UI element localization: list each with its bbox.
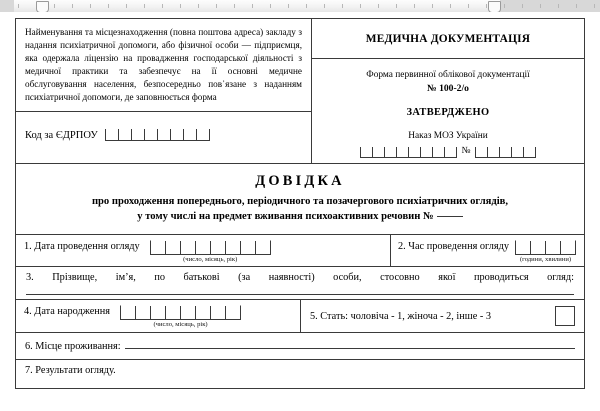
order-label: Наказ МОЗ України [408, 131, 488, 141]
field-results [16, 360, 584, 388]
certificate-number-symbol: № [423, 211, 434, 222]
form-row-date-time [16, 234, 584, 266]
comb-cell[interactable] [545, 241, 560, 254]
order-date-input-comb[interactable] [360, 147, 457, 158]
sex-input-box[interactable] [555, 306, 575, 326]
header-left-column [16, 19, 312, 163]
comb-cell[interactable] [225, 241, 240, 254]
comb-cell[interactable] [165, 241, 180, 254]
comb-cell[interactable] [225, 306, 240, 319]
comb-cell[interactable] [523, 147, 536, 157]
page-title: ДОВІДКА [255, 173, 345, 189]
field-residence [16, 333, 584, 359]
page-subtitle [30, 194, 570, 224]
sex-label: 5. Стать: чоловіча - 1, жіноча - 2, інше - 3 [310, 311, 491, 322]
exam-time-input-comb[interactable] [515, 240, 576, 255]
residence-input[interactable] [125, 338, 575, 349]
comb-cell[interactable] [180, 241, 195, 254]
form-row-results [16, 359, 584, 388]
comb-cell[interactable] [530, 241, 545, 254]
order-number-row [320, 145, 576, 158]
comb-cell[interactable] [210, 306, 225, 319]
field-exam-time [391, 235, 584, 266]
comb-cell[interactable] [131, 129, 144, 140]
comb-cell[interactable] [511, 147, 523, 157]
comb-cell[interactable] [195, 241, 210, 254]
medical-documentation-title: МЕДИЧНА ДОКУМЕНТАЦІЯ [365, 33, 531, 45]
comb-cell[interactable] [240, 241, 255, 254]
form-row-birth-sex [16, 299, 584, 332]
form-title-band [16, 163, 584, 234]
comb-cell[interactable] [196, 129, 210, 140]
comb-cell[interactable] [144, 129, 157, 140]
full-name-input[interactable] [26, 293, 574, 295]
comb-cell[interactable] [499, 147, 511, 157]
comb-cell[interactable] [210, 241, 225, 254]
approval-block [312, 58, 584, 163]
residence-label: 6. Місце проживання: [25, 341, 121, 352]
exam-date-label: 1. Дата проведення огляду [24, 241, 140, 252]
exam-time-caption: (години, хвилини) [519, 256, 572, 263]
comb-cell[interactable] [183, 129, 196, 140]
comb-cell[interactable] [151, 241, 165, 254]
edrpou-label: Код за ЄДРПОУ [25, 129, 98, 141]
field-exam-date [16, 235, 391, 266]
comb-cell[interactable] [475, 147, 487, 157]
comb-cell[interactable] [135, 306, 150, 319]
comb-cell[interactable] [121, 306, 135, 319]
edrpou-field-group [16, 111, 311, 149]
comb-cell[interactable] [118, 129, 131, 140]
comb-cell[interactable] [105, 129, 118, 140]
exam-time-label: 2. Час проведення огляду [398, 241, 509, 252]
field-sex [301, 300, 584, 332]
comb-cell[interactable] [157, 129, 170, 140]
comb-cell[interactable] [432, 147, 444, 157]
subtitle-line-1: про проходження попереднього, періодичного та позачергового психіатричних оглядів, [91, 196, 509, 207]
exam-date-caption: (число, місяць, рік) [183, 256, 238, 263]
organization-description: Найменування та місцезнаходження (повна поштова адреса) закладу з надання психіатричної допомоги, або фізичної особи — підприємця, яка одержала ліцензію на провадження господарської діяльності з медичної практики та забезпечує на її основні медичне обслуговування населення, безпосередньо пов᾿язане з наданням психіатричної допомоги, де заповнюється форма [25, 27, 302, 103]
order-number-symbol: № [461, 146, 471, 156]
comb-cell[interactable] [255, 241, 270, 254]
header-right-column [312, 19, 584, 163]
form-type-line: Форма первинної облікової документації [366, 70, 530, 80]
comb-cell[interactable] [487, 147, 499, 157]
certificate-number-input[interactable] [437, 216, 463, 217]
exam-date-input-comb[interactable] [150, 240, 271, 255]
form-table [15, 18, 585, 389]
comb-cell[interactable] [360, 147, 372, 157]
comb-cell[interactable] [170, 129, 183, 140]
results-label: 7. Результати огляду. [25, 365, 116, 376]
comb-cell[interactable] [444, 147, 457, 157]
form-row-residence [16, 332, 584, 359]
field-birth-date [16, 300, 301, 332]
field-full-name [16, 267, 584, 299]
comb-cell[interactable] [372, 147, 384, 157]
comb-cell[interactable] [516, 241, 530, 254]
comb-cell[interactable] [165, 306, 180, 319]
document-page [0, 12, 600, 411]
form-header [16, 19, 584, 163]
comb-cell[interactable] [560, 241, 575, 254]
birth-date-input-comb[interactable] [120, 305, 241, 320]
order-number-input-comb[interactable] [475, 147, 536, 158]
form-number: № 100-2/о [427, 83, 469, 94]
comb-cell[interactable] [396, 147, 408, 157]
form-row-full-name [16, 266, 584, 299]
comb-cell[interactable] [180, 306, 195, 319]
ruler-tick-marks [0, 0, 600, 12]
comb-cell[interactable] [195, 306, 210, 319]
subtitle-line-2: у тому числі на предмет вживання психоактивних речовин [137, 211, 421, 222]
comb-cell[interactable] [150, 306, 165, 319]
full-name-label: 3. Прізвище, ім’я, по батькові (за наявності) особи, стосовно якої проводиться огляд: [26, 272, 574, 283]
approved-label: ЗАТВЕРДЖЕНО [406, 107, 490, 118]
comb-cell[interactable] [384, 147, 396, 157]
comb-cell[interactable] [420, 147, 432, 157]
birth-date-caption: (число, місяць, рік) [153, 321, 208, 328]
birth-date-label: 4. Дата народження [24, 306, 111, 317]
comb-cell[interactable] [408, 147, 420, 157]
edrpou-input-comb[interactable] [105, 129, 210, 141]
